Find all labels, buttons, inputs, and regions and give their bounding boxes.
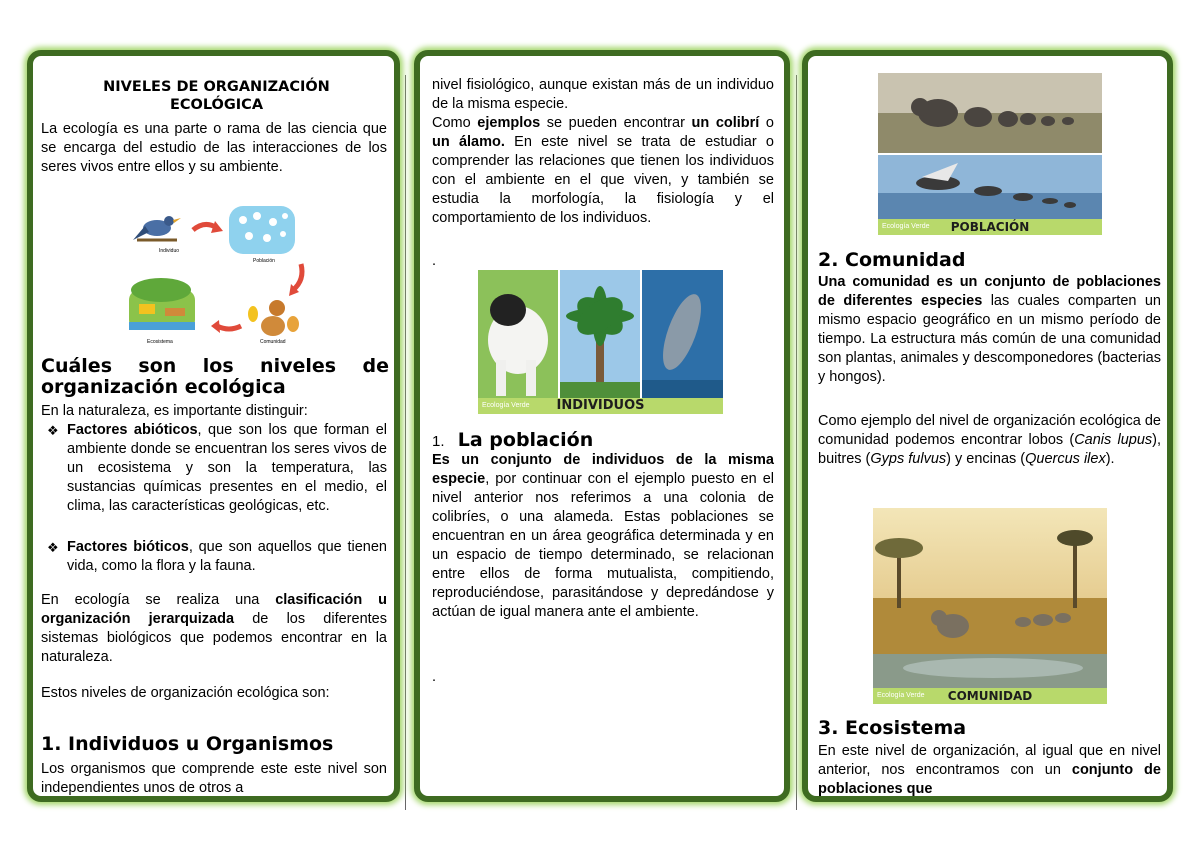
list-item-biotic: ❖ Factores bióticos, que son aquellos que tienen vida, como la flora y la fauna. (47, 539, 387, 574)
panel-middle (414, 50, 790, 802)
svg-text:Ecosistema: Ecosistema (147, 339, 173, 344)
diamond-bullet-icon: ❖ (47, 540, 59, 555)
svg-text:Individuo: Individuo (159, 248, 180, 254)
panel-right (802, 50, 1173, 802)
svg-text:Población: Población (253, 258, 275, 264)
caption-comunidad: Ecología Verde COMUNIDAD (873, 688, 1107, 704)
svg-text:Comunidad: Comunidad (260, 339, 286, 344)
ecosistema-paragraph: En este nivel de organización, al igual que en nivel anterior, nos encontramos con un conjunto de poblaciones que (818, 743, 1161, 797)
bird-illustration (133, 216, 181, 240)
organisms-text: Los organismos que comprende este este nivel son independientes unos de otros a (41, 761, 387, 796)
poblacion-image (878, 73, 1102, 235)
comunidad-paragraph: Una comunidad es un conjunto de poblaciones de diferentes especies las cuales comparten un mismo espacio geográfico en un mismo período de tiempo. La estructura más común de una comunidad son plantas, animales y descomponedores (bacterias y hongos). (818, 274, 1161, 385)
heading-individuos: 1. Individuos u Organismos (41, 733, 334, 755)
distinguish-text: En la naturaleza, es importante distinguir: (41, 403, 308, 419)
comunidad-example: Como ejemplo del nivel de organización ecológica de comunidad podemos encontrar lobos (Canis lupus), buitres (Gyps fulvus) y encinas (Quercus ilex). (818, 413, 1161, 467)
column-separator (796, 75, 797, 810)
panel-left (27, 50, 400, 802)
column-separator (405, 75, 406, 810)
levels-are-text: Estos niveles de organización ecológica son: (41, 685, 330, 701)
ecologia-verde-logo: Ecología Verde (877, 692, 925, 699)
intro-paragraph: La ecología es una parte o rama de las ciencia que se encarga del estudio de las interacciones de los seres vivos entre ellos y su ambiente. (41, 121, 387, 175)
heading-ecosistema: 3. Ecosistema (818, 717, 967, 739)
ecologia-verde-logo: Ecología Verde (882, 223, 930, 230)
levels-diagram (125, 204, 309, 344)
examples-paragraph: Como ejemplos se pueden encontrar un colibrí o un álamo. En este nivel se trata de estudiar o comprender las relaciones que tienen los individuos con el ambiente en el que viven, y también se estudia la morfología, la fisiología y el comportamiento de los individuos. (432, 115, 774, 226)
dot-separator: . (432, 253, 437, 269)
list-item-abiotic: ❖ Factores abióticos, que son los que forman el ambiente donde se encuentran los seres vivos de un ecosistema y son la temperatura, las sustancias químicas presentes en el medio, el clima, las características geológicas, etc. (47, 422, 387, 514)
classification-paragraph: En ecología se realiza una clasificación u organización jerarquizada de los diferentes sistemas biológicos que podemos encontrar en la naturaleza. (41, 592, 388, 665)
continued-text: nivel fisiológico, aunque existan más de un individuo de la misma especie. (432, 77, 774, 112)
dot-separator: . (432, 669, 437, 685)
individuos-image (478, 270, 723, 414)
caption-poblacion: Ecología Verde POBLACIÓN (878, 219, 1102, 235)
caption-individuos: Ecología Verde INDIVIDUOS (478, 398, 723, 414)
poblacion-paragraph: Es un conjunto de individuos de la misma especie, por continuar con el ejemplo puesto en el nivel anterior nos referimos a una colonia de colibríes, o una alameda. Estas poblaciones se encuentran en un área geográfica determinada y en un espacio de tiempo determinado, se relacionan entre ellos de forma mutualista, compitiendo, reproduciéndose, parasitándose y depredándose y actúan de igual manera ante el ambiente. (432, 452, 774, 620)
heading-poblacion: 1. La población (432, 429, 594, 451)
page-title: NIVELES DE ORGANIZACIÓN ECOLÓGICA (103, 79, 330, 113)
ecologia-verde-logo: Ecología Verde (482, 402, 530, 409)
diamond-bullet-icon: ❖ (47, 423, 59, 438)
heading-comunidad: 2. Comunidad (818, 249, 966, 271)
heading-levels: Cuáles son los niveles de organización ecológica (41, 355, 389, 398)
comunidad-image (873, 508, 1107, 704)
